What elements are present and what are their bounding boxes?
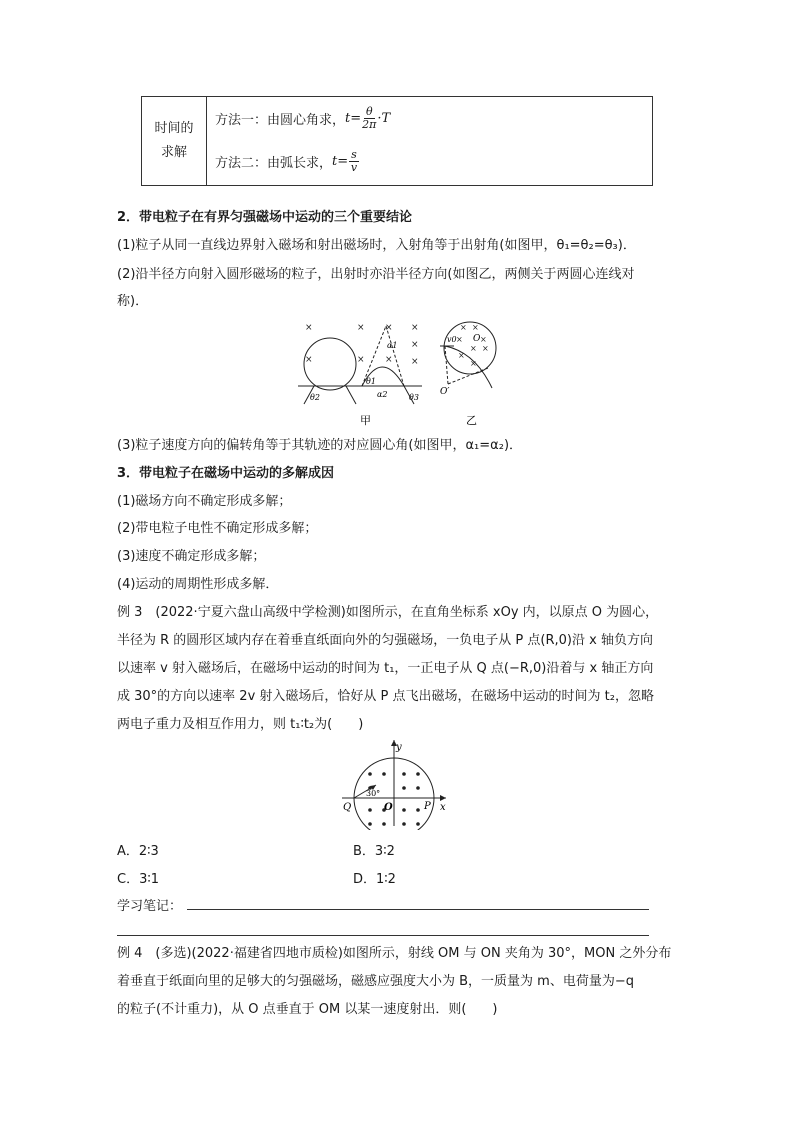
figure-jia-yi: [290, 318, 530, 430]
method-two-t: t=: [332, 154, 349, 169]
alpha2-label: α2: [377, 390, 388, 399]
theta1-label: θ1: [366, 377, 376, 386]
svg-text:×: ×: [480, 335, 487, 344]
section3-heading: 3．带电粒子在磁场中运动的多解成因: [117, 466, 335, 481]
method-two-numerator: s: [351, 148, 357, 161]
svg-text:×: ×: [470, 359, 477, 368]
method-two-text: 方法二：由弧长求，: [215, 156, 333, 171]
example4-line2: 着垂直于纸面向里的足够大的匀强磁场，磁感应强度大小为 B，一质量为 m、电荷量为−q: [117, 974, 634, 989]
example4-line1: 例 4 (多选)(2022·福建省四地市质检)如图所示，射线 OM 与 ON 夹角为 30°，MON 之外分布: [117, 946, 672, 961]
example3-line2: 半径为 R 的圆形区域内存在着垂直纸面向外的匀强磁场，一负电子从 P 点(R,0)沿 x 轴负方向: [117, 633, 653, 648]
y-label: y: [396, 742, 402, 753]
example3-line1: 例 3 (2022·宁夏六盘山高级中学检测)如图所示，在直角坐标系 xOy 内，以原点 O 为圆心，: [117, 605, 659, 620]
notes-line-1[interactable]: [187, 909, 649, 910]
section2-heading: 2．带电粒子在有界匀强磁场中运动的三个重要结论: [117, 210, 413, 225]
choice-d[interactable]: D．1∶2: [353, 872, 396, 887]
P-label: P: [424, 801, 431, 812]
method-two-denominator: v: [350, 161, 358, 174]
table-label-cell: [142, 97, 207, 186]
method-one-suffix: ·T: [377, 111, 391, 126]
choice-c[interactable]: C．3∶1: [117, 872, 160, 887]
v0-label: v0: [447, 335, 457, 344]
svg-text:×: ×: [411, 340, 419, 350]
cross-marks: [305, 323, 419, 367]
x-axis-arrow: [440, 795, 446, 801]
svg-text:×: ×: [472, 323, 479, 332]
example3-line5: 两电子重力及相互作用力，则 t₁∶t₂为( ): [117, 717, 364, 732]
section2-item2-line1: (2)沿半径方向射入圆形磁场的粒子，出射时亦沿半径方向(如图乙，两侧关于两圆心连线对: [117, 267, 635, 282]
yi-O-label: O: [473, 334, 481, 344]
section3-item1: (1)磁场方向不确定形成多解；: [117, 494, 292, 509]
section2-item1: (1)粒子从同一直线边界射入磁场和射出磁场时，入射角等于出射角(如图甲，θ₁=θ₂=θ₃)．: [117, 238, 636, 253]
yi-cross-marks: [456, 323, 489, 368]
example4-line3: 的粒子(不计重力)，从 O 点垂直于 OM 以某一速度射出．则( ): [117, 1002, 498, 1017]
svg-text:×: ×: [458, 351, 465, 360]
svg-text:×: ×: [411, 323, 419, 333]
method-two-fraction: [349, 149, 359, 174]
yi-dashed-2: [448, 368, 488, 384]
figure-jia-label: 甲: [360, 414, 371, 427]
yi-O-prime-label: O′: [440, 387, 450, 397]
svg-text:×: ×: [482, 344, 489, 353]
yi-dashed-1: [445, 346, 448, 384]
svg-text:×: ×: [385, 323, 393, 333]
time-solution-table: [141, 96, 653, 186]
example3-line3: 以速率 v 射入磁场后，在磁场中运动的时间为 t₁，一正电子从 Q 点(−R,0)沿着与 x 轴正方向: [117, 661, 654, 676]
method-one-row: [215, 97, 652, 140]
svg-text:×: ×: [411, 357, 419, 367]
table-label-line2: 求解: [160, 145, 187, 160]
svg-text:×: ×: [460, 323, 467, 332]
Q-label: Q: [343, 802, 352, 813]
section3-item3: (3)速度不确定形成多解；: [117, 549, 266, 564]
notes-line-2[interactable]: [117, 935, 649, 936]
method-one-numerator: θ: [365, 105, 373, 118]
example3-line4: 成 30°的方向以速率 2v 射入磁场后，恰好从 P 点飞出磁场，在磁场中运动的时间为 t₂，忽略: [117, 689, 654, 704]
angle-label: 30°: [366, 789, 381, 798]
section3-item4: (4)运动的周期性形成多解．: [117, 577, 279, 592]
method-two-row: [215, 140, 652, 183]
choice-b[interactable]: B．3∶2: [353, 844, 395, 859]
method-one-fraction: [362, 106, 376, 131]
table-methods-cell: [207, 97, 653, 186]
table-label-line1: 时间的: [154, 121, 194, 136]
method-one-t: t=: [345, 111, 362, 126]
svg-text:×: ×: [357, 323, 365, 333]
theta2-label: θ2: [310, 393, 320, 402]
theta3-label: θ3: [409, 393, 419, 402]
section2-item3: (3)粒子速度方向的偏转角等于其轨迹的对应圆心角(如图甲，α₁=α₂)．: [117, 438, 523, 453]
section2-item2-line2: 称)．: [117, 294, 149, 309]
notes-label: 学习笔记：: [117, 899, 183, 914]
svg-text:×: ×: [470, 344, 477, 353]
svg-text:×: ×: [305, 355, 313, 365]
svg-text:×: ×: [385, 355, 393, 365]
x-label: x: [440, 802, 446, 813]
method-one-denominator: 2π: [362, 118, 377, 131]
choice-a[interactable]: A．2∶3: [117, 844, 159, 859]
section3-item2: (2)带电粒子电性不确定形成多解；: [117, 521, 318, 536]
svg-text:×: ×: [456, 335, 463, 344]
example3-figure: [336, 738, 452, 830]
figure-yi-label: 乙: [466, 414, 477, 427]
O-label: O: [384, 802, 393, 813]
svg-text:×: ×: [357, 355, 365, 365]
method-one-text: 方法一：由圆心角求，: [215, 113, 346, 128]
left-out-ray: [346, 386, 356, 404]
svg-text:×: ×: [305, 323, 313, 333]
alpha1-label: α1: [387, 341, 398, 350]
